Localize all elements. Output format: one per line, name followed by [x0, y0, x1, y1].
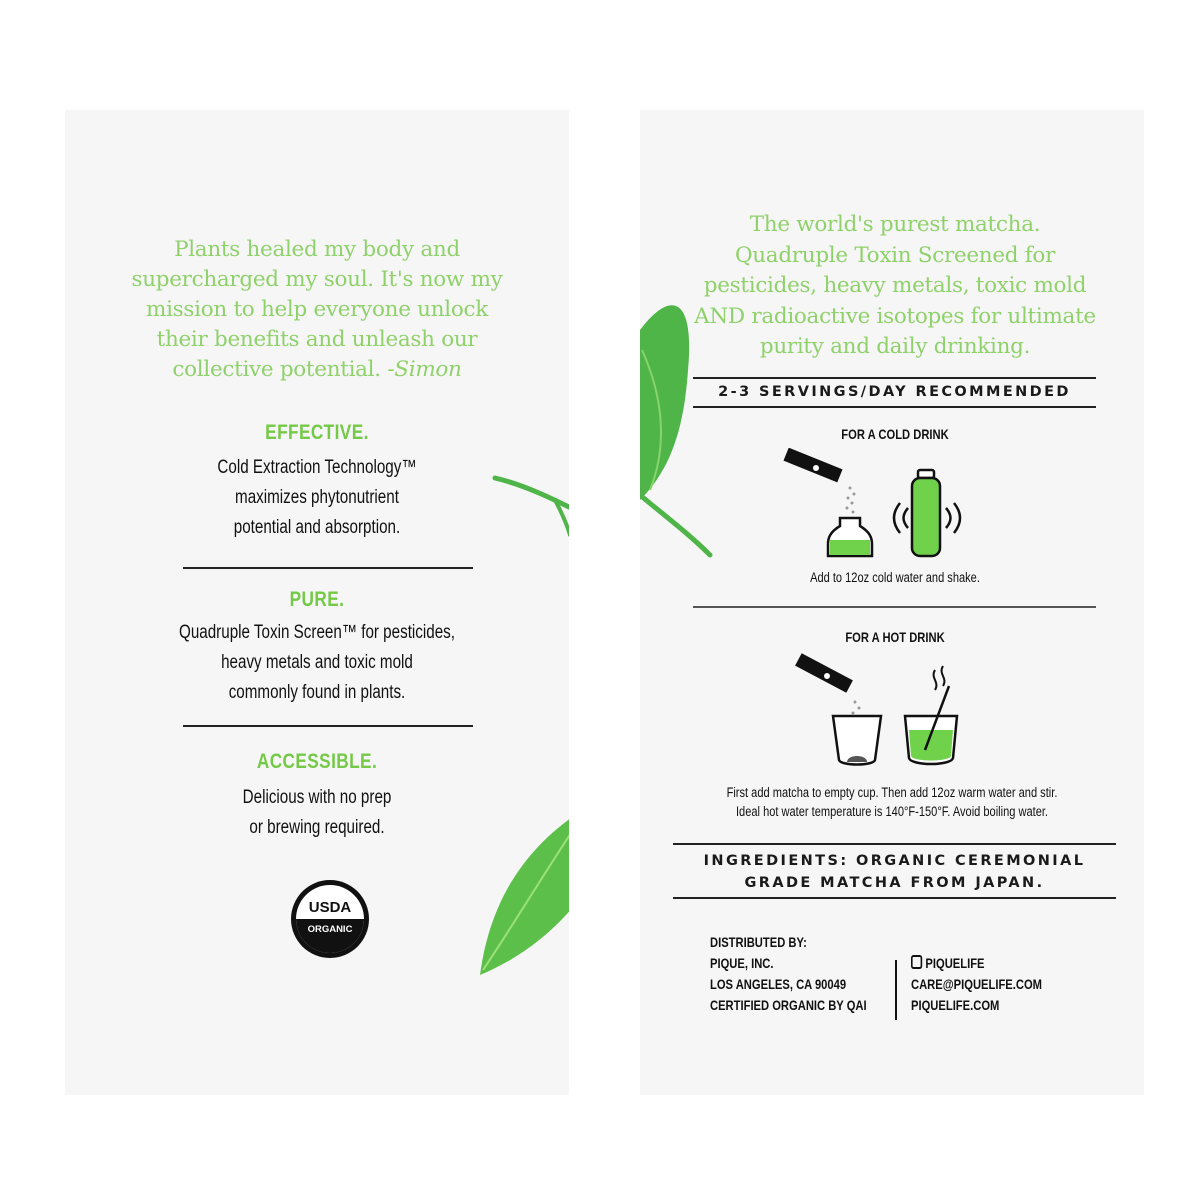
section-body-effective [115, 453, 518, 543]
section-heading-accessible: ACCESSIBLE. [256, 750, 378, 773]
contact-email[interactable]: CARE@PIQUELIFE.COM [911, 976, 1043, 992]
body-line: commonly found in plants. [228, 682, 406, 703]
distributor-info [710, 932, 918, 1016]
quote-line-end: collective potential. [172, 357, 381, 382]
footer-vertical-divider [895, 960, 897, 1020]
section-heading-pure: PURE. [289, 588, 345, 611]
quote-line: supercharged my soul. It's now my [131, 267, 503, 292]
bottle-icon [828, 518, 872, 556]
body-line: potential and absorption. [233, 517, 401, 538]
divider [673, 843, 1116, 845]
matcha-stick-icon [783, 448, 842, 482]
distributor-line: DISTRIBUTED BY: [710, 934, 807, 950]
quote-signature: -Simon [387, 357, 462, 382]
divider [673, 897, 1116, 899]
shake-bottle-icon [894, 470, 960, 556]
body-line: maximizes phytonutrient [235, 487, 399, 508]
right-panel [640, 110, 1144, 1095]
distributor-line: LOS ANGELES, CA 90049 [710, 976, 847, 992]
section-body-accessible [115, 783, 518, 843]
cold-drink-illustration [780, 448, 990, 558]
distributor-line: PIQUE, INC. [710, 955, 774, 971]
hot-drink-illustration [785, 650, 985, 775]
intro-block [660, 210, 1130, 363]
usda-organic-seal [291, 880, 369, 958]
contact-instagram[interactable] [911, 953, 1095, 974]
quote-line: their benefits and unleash our [156, 327, 478, 352]
contact-info [911, 953, 1095, 1016]
divider [183, 725, 473, 727]
ingredients [673, 850, 1116, 894]
quote-line: mission to help everyone unlock [146, 297, 488, 322]
ingredients-line: INGREDIENTS: ORGANIC CEREMONIAL [703, 853, 1086, 869]
section-body-pure [115, 618, 518, 708]
usda-seal-bottom: ORGANIC [307, 924, 353, 935]
body-line: Cold Extraction Technology™ [217, 457, 417, 478]
contact-website[interactable]: PIQUELIFE.COM [911, 997, 1000, 1013]
powder-dots [846, 487, 856, 514]
cold-drink-caption: Add to 12oz cold water and shake. [810, 570, 980, 585]
divider [183, 567, 473, 569]
divider [693, 606, 1096, 608]
body-line: Delicious with no prep [242, 787, 392, 808]
usda-seal-top: USDA [308, 899, 352, 916]
hot-cup-icon [905, 666, 957, 764]
quote-block [85, 235, 549, 385]
body-line: heavy metals and toxic mold [221, 652, 413, 673]
left-panel [65, 110, 569, 1095]
instagram-handle: PIQUELIFE [925, 955, 985, 971]
cold-drink-title: FOR A COLD DRINK [841, 426, 949, 442]
distributor-line: CERTIFIED ORGANIC BY QAI [710, 997, 867, 1013]
cup-icon [833, 716, 881, 765]
quote-line [85, 355, 549, 385]
intro-line: pesticides, heavy metals, toxic mold [703, 273, 1087, 298]
matcha-stick-icon [795, 653, 853, 693]
body-line: or brewing required. [249, 817, 385, 838]
divider [693, 406, 1096, 408]
instagram-icon [911, 955, 922, 969]
body-line: Quadruple Toxin Screen™ for pesticides, [179, 622, 455, 643]
intro-line: AND radioactive isotopes for ultimate [694, 303, 1096, 329]
hot-drink-caption [685, 783, 1098, 821]
caption-line: First add matcha to empty cup. Then add 12oz warm water and stir. [726, 785, 1058, 800]
divider [693, 377, 1096, 379]
intro-line: The world's purest matcha. [749, 212, 1041, 237]
hot-drink-title: FOR A HOT DRINK [845, 629, 945, 645]
quote-line: Plants healed my body and [174, 237, 460, 262]
ingredients-line: GRADE MATCHA FROM JAPAN. [744, 875, 1045, 891]
caption-line: Ideal hot water temperature is 140°F-150°F. Avoid boiling water. [735, 804, 1049, 819]
usda-seal-inner [296, 885, 364, 953]
intro-line: purity and daily drinking. [759, 334, 1031, 359]
intro-line: Quadruple Toxin Screened for [734, 242, 1056, 268]
servings-recommendation: 2-3 SERVINGS/DAY RECOMMENDED [718, 384, 1071, 400]
section-heading-effective: EFFECTIVE. [265, 421, 369, 444]
